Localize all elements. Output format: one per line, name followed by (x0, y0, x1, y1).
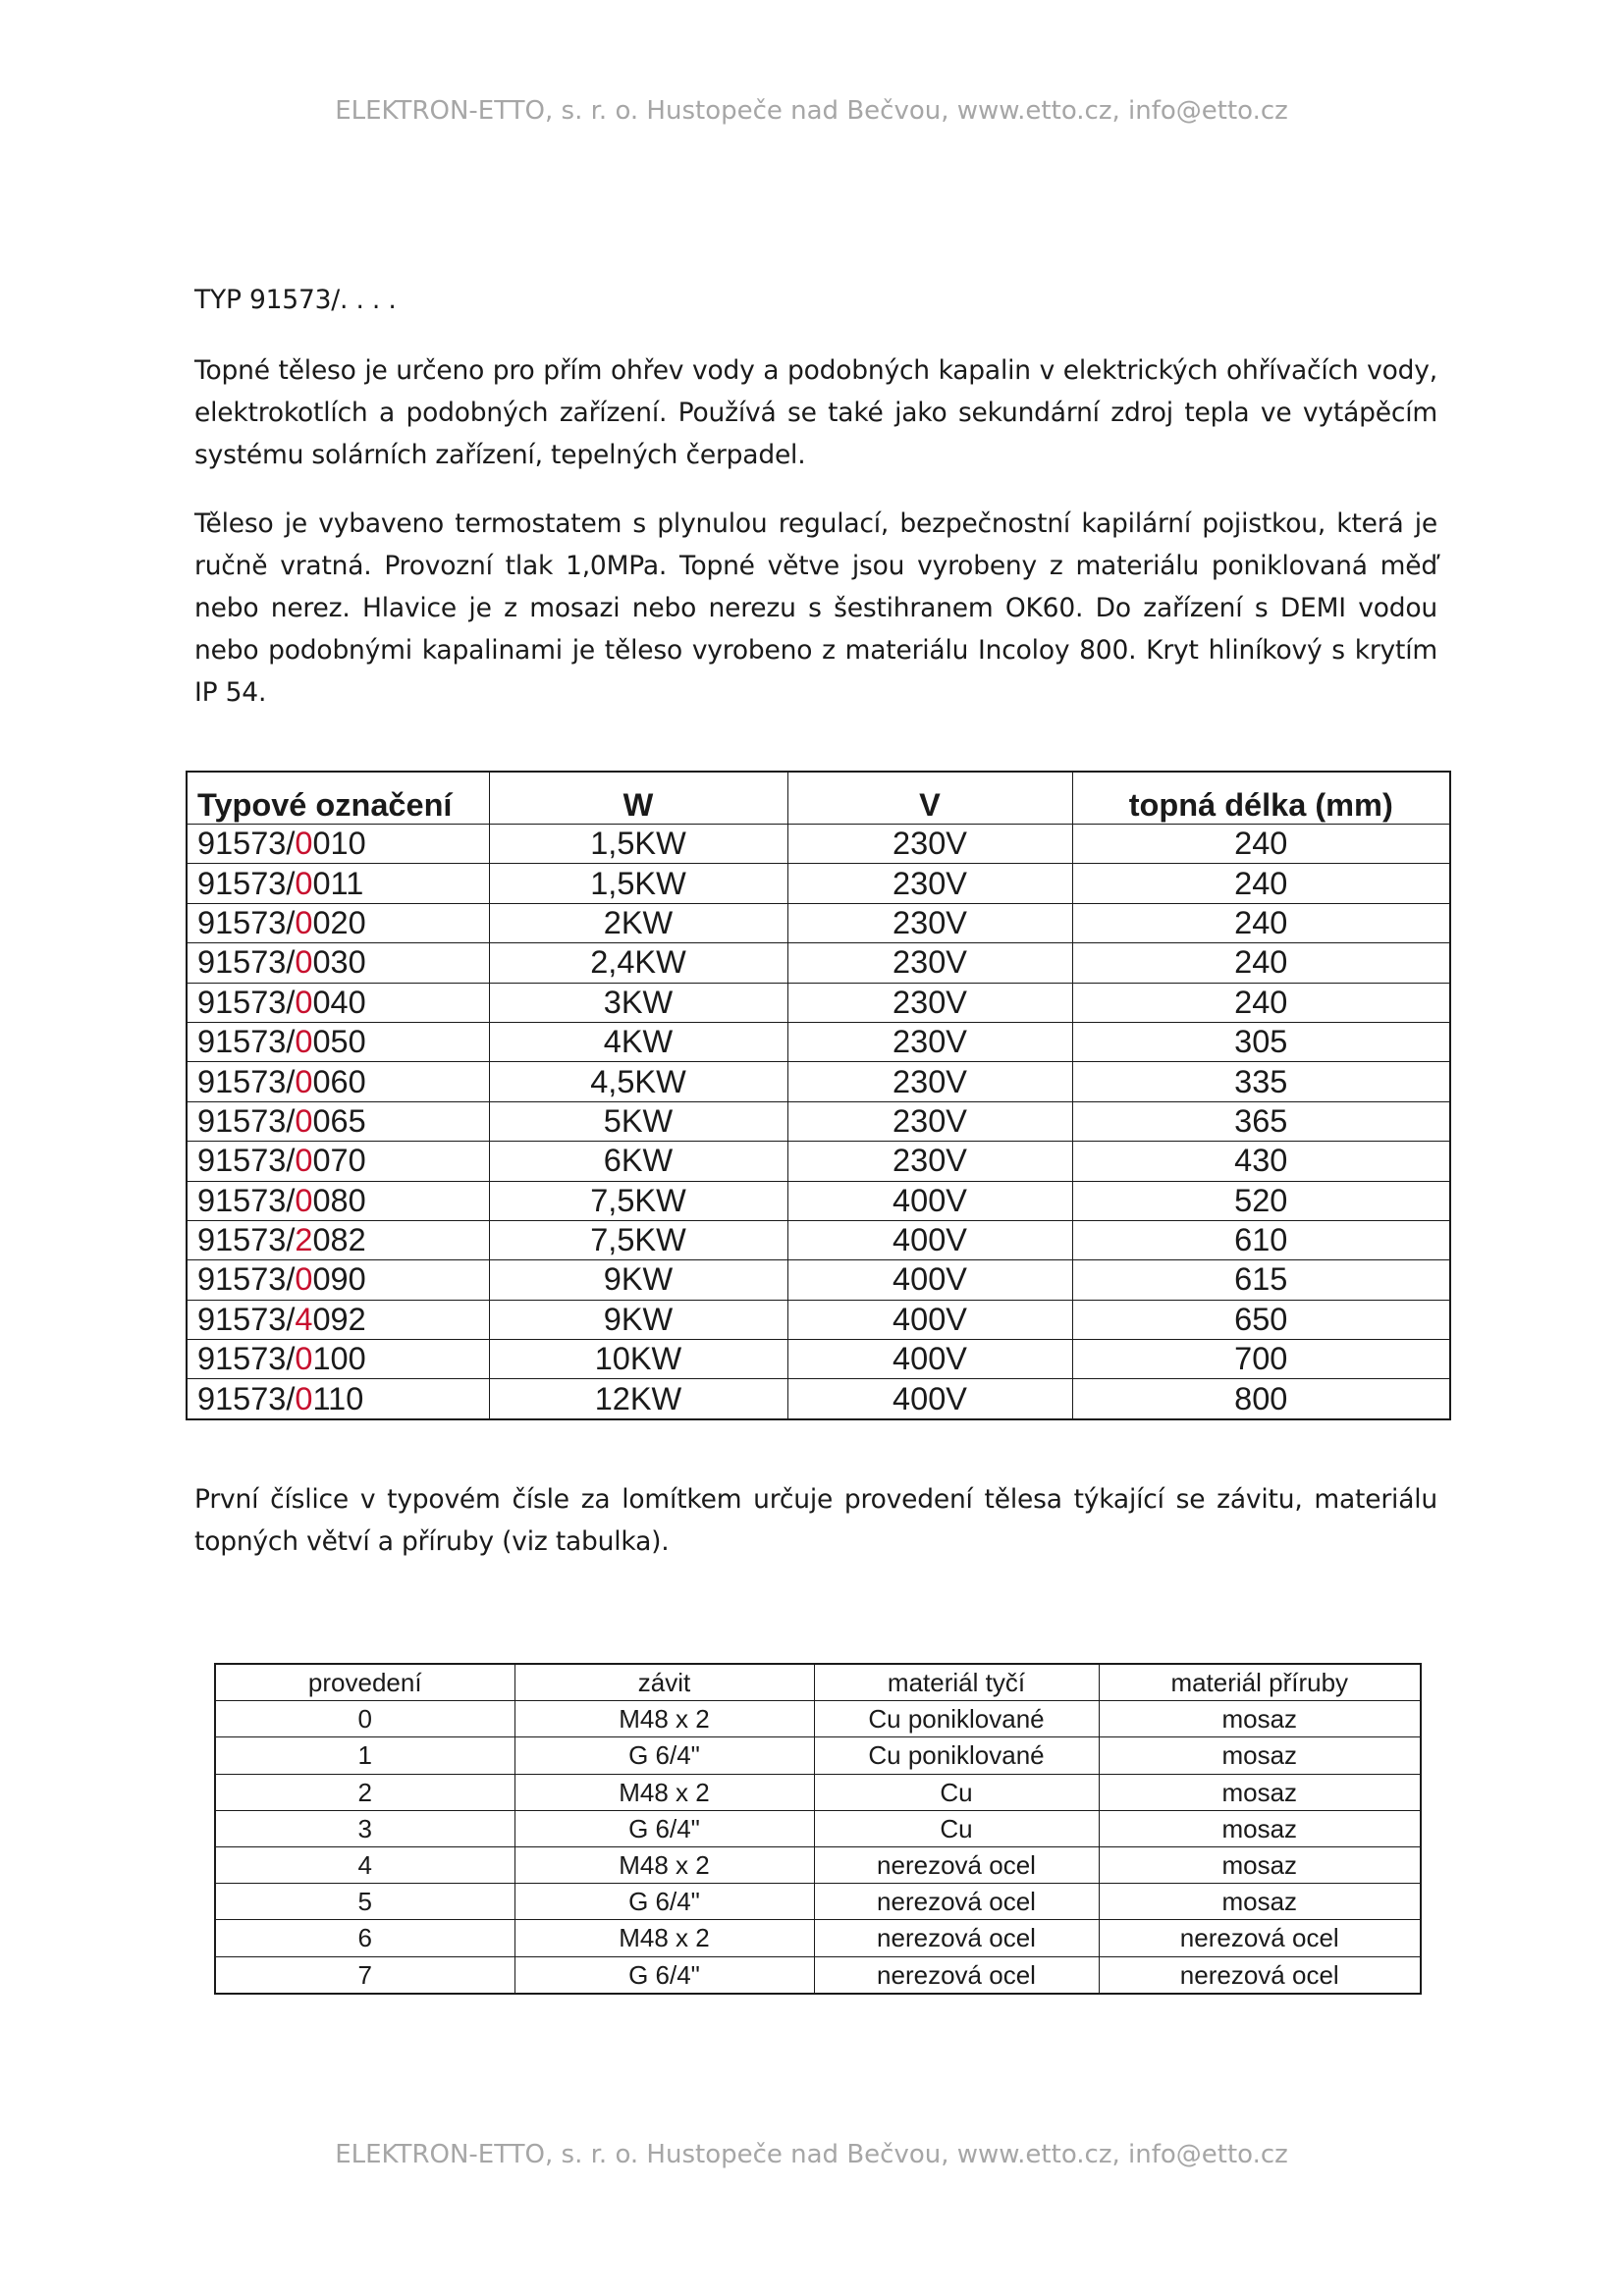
type-code-prefix: 91573/ (197, 1182, 296, 1218)
length-cell: 240 (1072, 903, 1450, 942)
variant-cell: 4 (215, 1846, 514, 1883)
type-code-suffix: 080 (312, 1182, 366, 1218)
type-code-suffix: 011 (312, 865, 364, 901)
type-table-row (187, 1022, 1450, 1061)
voltage-cell: 400V (787, 1260, 1072, 1300)
type-code-suffix: 040 (312, 984, 366, 1020)
flange-material-cell: mosaz (1099, 1846, 1421, 1883)
voltage-cell: 230V (787, 864, 1072, 903)
power-cell: 1,5KW (489, 825, 787, 864)
rod-material-cell: Cu poniklované (814, 1701, 1099, 1737)
variant-table-row (215, 1920, 1421, 1956)
flange-material-cell: mosaz (1099, 1884, 1421, 1920)
voltage-cell: 230V (787, 1101, 1072, 1141)
type-code-prefix: 91573/ (197, 1024, 296, 1060)
type-table-row (187, 1260, 1450, 1300)
type-code-cell (187, 1220, 489, 1259)
type-table-header-v: V (787, 772, 1072, 825)
rod-material-cell: Cu (814, 1810, 1099, 1846)
type-table-row (187, 1101, 1450, 1141)
type-code-prefix: 91573/ (197, 1143, 296, 1179)
type-code-cell (187, 864, 489, 903)
type-code-prefix: 91573/ (197, 944, 296, 981)
thread-cell: G 6/4" (514, 1956, 814, 1994)
power-cell: 7,5KW (489, 1220, 787, 1259)
type-table-header-length: topná délka (mm) (1072, 772, 1450, 825)
type-code-suffix: 030 (312, 944, 366, 981)
length-cell: 520 (1072, 1181, 1450, 1220)
power-cell: 3KW (489, 983, 787, 1022)
type-line: TYP 91573/. . . . (194, 285, 397, 315)
type-code-cell (187, 1022, 489, 1061)
variant-table-header-thread: závit (514, 1664, 814, 1701)
power-cell: 2,4KW (489, 943, 787, 983)
type-code-prefix: 91573/ (197, 1341, 296, 1377)
type-code-prefix: 91573/ (197, 1261, 296, 1298)
type-code-suffix: 110 (312, 1380, 364, 1416)
voltage-cell: 400V (787, 1300, 1072, 1339)
type-code-cell (187, 1340, 489, 1379)
type-code-variant-digit: 0 (295, 865, 313, 901)
type-code-variant-digit: 0 (295, 826, 313, 862)
type-code-variant-digit: 4 (295, 1301, 313, 1337)
voltage-cell: 230V (787, 1062, 1072, 1101)
variant-table-header-flange-material: materiál příruby (1099, 1664, 1421, 1701)
voltage-cell: 230V (787, 1142, 1072, 1181)
type-code-suffix: 065 (312, 1102, 366, 1139)
voltage-cell: 230V (787, 983, 1072, 1022)
length-cell: 800 (1072, 1379, 1450, 1419)
flange-material-cell: mosaz (1099, 1737, 1421, 1774)
variant-table-row (215, 1810, 1421, 1846)
type-code-variant-digit: 0 (295, 1182, 313, 1218)
type-table-row (187, 1062, 1450, 1101)
power-cell: 4,5KW (489, 1062, 787, 1101)
variant-table-row (215, 1737, 1421, 1774)
thread-cell: G 6/4" (514, 1810, 814, 1846)
type-code-cell (187, 1300, 489, 1339)
variant-cell: 3 (215, 1810, 514, 1846)
type-code-variant-digit: 0 (295, 1380, 313, 1416)
variant-table-header-variant: provedení (215, 1664, 514, 1701)
type-code-suffix: 090 (312, 1261, 366, 1298)
variant-table-header-rod-material: materiál tyčí (814, 1664, 1099, 1701)
type-table-row (187, 943, 1450, 983)
type-code-prefix: 91573/ (197, 984, 296, 1020)
length-cell: 305 (1072, 1022, 1450, 1061)
type-code-variant-digit: 0 (295, 944, 313, 981)
type-code-prefix: 91573/ (197, 1102, 296, 1139)
type-code-cell (187, 1062, 489, 1101)
variant-cell: 1 (215, 1737, 514, 1774)
power-cell: 9KW (489, 1300, 787, 1339)
type-code-cell (187, 1260, 489, 1300)
length-cell: 240 (1072, 983, 1450, 1022)
type-code-cell (187, 1101, 489, 1141)
length-cell: 335 (1072, 1062, 1450, 1101)
length-cell: 240 (1072, 825, 1450, 864)
type-code-prefix: 91573/ (197, 865, 296, 901)
type-table-row (187, 903, 1450, 942)
voltage-cell: 230V (787, 903, 1072, 942)
type-code-prefix: 91573/ (197, 1063, 296, 1099)
variant-table (214, 1663, 1422, 1995)
flange-material-cell: mosaz (1099, 1774, 1421, 1810)
flange-material-cell: mosaz (1099, 1701, 1421, 1737)
type-table-row (187, 983, 1450, 1022)
power-cell: 4KW (489, 1022, 787, 1061)
type-code-cell (187, 1379, 489, 1419)
page-footer: ELEKTRON-ETTO, s. r. o. Hustopeče nad Bečvou, www.etto.cz, info@etto.cz (335, 2140, 1288, 2169)
type-code-prefix: 91573/ (197, 1301, 296, 1337)
type-table-row (187, 1379, 1450, 1419)
type-code-cell (187, 943, 489, 983)
length-cell: 700 (1072, 1340, 1450, 1379)
type-table-row (187, 1181, 1450, 1220)
type-code-cell (187, 903, 489, 942)
length-cell: 610 (1072, 1220, 1450, 1259)
flange-material-cell: nerezová ocel (1099, 1956, 1421, 1994)
type-table-row (187, 864, 1450, 903)
thread-cell: M48 x 2 (514, 1920, 814, 1956)
rod-material-cell: nerezová ocel (814, 1884, 1099, 1920)
power-cell: 9KW (489, 1260, 787, 1300)
type-table-row (187, 1300, 1450, 1339)
type-table-header-type: Typové označení (187, 772, 489, 825)
type-code-variant-digit: 0 (295, 904, 313, 940)
voltage-cell: 230V (787, 943, 1072, 983)
variant-cell: 6 (215, 1920, 514, 1956)
voltage-cell: 400V (787, 1340, 1072, 1379)
type-table (186, 771, 1451, 1420)
variant-cell: 2 (215, 1774, 514, 1810)
type-code-prefix: 91573/ (197, 1380, 296, 1416)
voltage-cell: 400V (787, 1220, 1072, 1259)
type-code-suffix: 060 (312, 1063, 366, 1099)
type-code-suffix: 020 (312, 904, 366, 940)
length-cell: 430 (1072, 1142, 1450, 1181)
voltage-cell: 400V (787, 1379, 1072, 1419)
voltage-cell: 400V (787, 1181, 1072, 1220)
type-code-variant-digit: 0 (295, 1102, 313, 1139)
type-code-cell (187, 825, 489, 864)
length-cell: 615 (1072, 1260, 1450, 1300)
length-cell: 650 (1072, 1300, 1450, 1339)
variant-cell: 0 (215, 1701, 514, 1737)
type-code-suffix: 050 (312, 1024, 366, 1060)
type-code-variant-digit: 2 (295, 1222, 313, 1258)
type-table-row (187, 825, 1450, 864)
length-cell: 240 (1072, 864, 1450, 903)
type-code-suffix: 092 (312, 1301, 366, 1337)
type-code-variant-digit: 0 (295, 984, 313, 1020)
type-table-row (187, 1340, 1450, 1379)
power-cell: 6KW (489, 1142, 787, 1181)
power-cell: 12KW (489, 1379, 787, 1419)
type-code-prefix: 91573/ (197, 1222, 296, 1258)
variant-cell: 7 (215, 1956, 514, 1994)
power-cell: 7,5KW (489, 1181, 787, 1220)
variant-table-row (215, 1701, 1421, 1737)
voltage-cell: 230V (787, 1022, 1072, 1061)
thread-cell: M48 x 2 (514, 1701, 814, 1737)
paragraph-specs: Těleso je vybaveno termostatem s plynulou regulací, bezpečnostní kapilární pojistkou, která je ručně vratná. Provozní tlak 1,0MPa. Topné větve jsou vyrobeny z materiálu poniklovaná měď nebo nerez. Hlavice je z mosazi nebo nerezu s šestihranem OK60. Do zařízení s DEMI vodou nebo podobnými kapalinami je těleso vyrobeno z materiálu Incoloy 800. Kryt hliníkový s krytím IP 54. (194, 508, 1437, 708)
type-table-header-w: W (489, 772, 787, 825)
type-code-variant-digit: 0 (295, 1341, 313, 1377)
rod-material-cell: Cu (814, 1774, 1099, 1810)
thread-cell: G 6/4" (514, 1737, 814, 1774)
rod-material-cell: nerezová ocel (814, 1920, 1099, 1956)
variant-table-header-row (215, 1664, 1421, 1701)
paragraph-description: Topné těleso je určeno pro přím ohřev vody a podobných kapalin v elektrických ohřívačích vody, elektrokotlích a podobných zařízení. Používá se také jako sekundární zdroj tepla ve vytápěcím systému solárních zařízení, tepelných čerpadel. (194, 355, 1437, 470)
flange-material-cell: mosaz (1099, 1810, 1421, 1846)
power-cell: 5KW (489, 1101, 787, 1141)
type-code-variant-digit: 0 (295, 1143, 313, 1179)
rod-material-cell: Cu poniklované (814, 1737, 1099, 1774)
length-cell: 240 (1072, 943, 1450, 983)
type-code-cell (187, 983, 489, 1022)
type-code-variant-digit: 0 (295, 1063, 313, 1099)
power-cell: 10KW (489, 1340, 787, 1379)
type-code-suffix: 070 (312, 1143, 366, 1179)
variant-table-row (215, 1956, 1421, 1994)
type-table-row (187, 1142, 1450, 1181)
thread-cell: M48 x 2 (514, 1846, 814, 1883)
length-cell: 365 (1072, 1101, 1450, 1141)
type-code-cell (187, 1142, 489, 1181)
power-cell: 2KW (489, 903, 787, 942)
variant-table-row (215, 1884, 1421, 1920)
flange-material-cell: nerezová ocel (1099, 1920, 1421, 1956)
variant-table-row (215, 1846, 1421, 1883)
page-header: ELEKTRON-ETTO, s. r. o. Hustopeče nad Bečvou, www.etto.cz, info@etto.cz (335, 96, 1288, 126)
type-code-suffix: 010 (312, 826, 366, 862)
type-code-suffix: 100 (312, 1341, 366, 1377)
type-table-header-row (187, 772, 1450, 825)
type-table-row (187, 1220, 1450, 1259)
type-code-cell (187, 1181, 489, 1220)
power-cell: 1,5KW (489, 864, 787, 903)
rod-material-cell: nerezová ocel (814, 1846, 1099, 1883)
type-code-prefix: 91573/ (197, 826, 296, 862)
type-code-variant-digit: 0 (295, 1024, 313, 1060)
paragraph-variant-note: První číslice v typovém čísle za lomítkem určuje provedení tělesa týkající se závitu, materiálu topných větví a příruby (viz tabulka). (194, 1484, 1437, 1557)
type-code-variant-digit: 0 (295, 1261, 313, 1298)
rod-material-cell: nerezová ocel (814, 1956, 1099, 1994)
thread-cell: G 6/4" (514, 1884, 814, 1920)
variant-cell: 5 (215, 1884, 514, 1920)
voltage-cell: 230V (787, 825, 1072, 864)
variant-table-row (215, 1774, 1421, 1810)
type-code-prefix: 91573/ (197, 904, 296, 940)
thread-cell: M48 x 2 (514, 1774, 814, 1810)
type-code-suffix: 082 (312, 1222, 366, 1258)
